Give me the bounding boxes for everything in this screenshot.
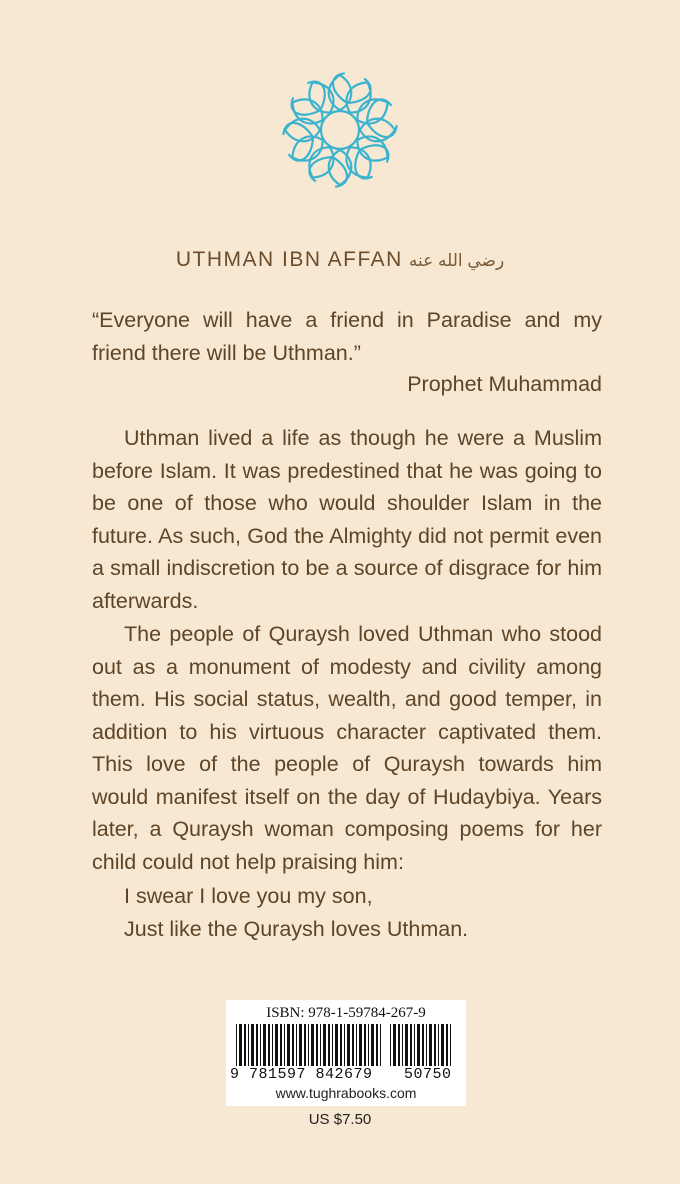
body-paragraph: Uthman lived a life as though he were a Muslim before Islam. It was predestined that he was going to be one of those who would shoulder Islam in the future. As such, God the Almighty did not permit even a small indiscretion to be a source of disgrace for him afterwards.: [92, 426, 602, 613]
addon-digits: 50750: [404, 1066, 452, 1083]
isbn-text: ISBN: 978-1-59784-267-9: [266, 1005, 426, 1021]
honorific-calligraphy: رضي الله عنه: [408, 251, 505, 270]
title-text: UTHMAN IBN AFFAN: [175, 248, 403, 271]
addon-barcode: [388, 1024, 458, 1066]
ean-barcode: [234, 1024, 384, 1066]
barcode-label: [226, 1000, 466, 1106]
hadith-quote: “Everyone will have a friend in Paradise and my friend there will be Uthman.”: [92, 308, 602, 365]
publisher-website: www.tughrabooks.com: [275, 1085, 417, 1101]
price-label: US $7.50: [308, 1111, 372, 1128]
quote-attribution: Prophet Muhammad: [407, 372, 602, 396]
book-title: [0, 248, 680, 272]
body-paragraph: The people of Quraysh loved Uthman who stood out as a monument of modesty and civility among them. His social status, wealth, and good temper, in addition to his virtuous character captivated them. This love of the people of Quraysh towards him would manifest itself on the day of Hudaybiya. Years later, a Quraysh woman composing poems for her child could not help praising him:: [92, 622, 602, 874]
verse-line: I swear I love you my son,: [124, 884, 373, 908]
verse-line: Just like the Quraysh loves Uthman.: [124, 917, 469, 941]
ean-digits: 9 781597 842679: [230, 1066, 373, 1083]
rosette-ornament-icon: [280, 70, 400, 190]
